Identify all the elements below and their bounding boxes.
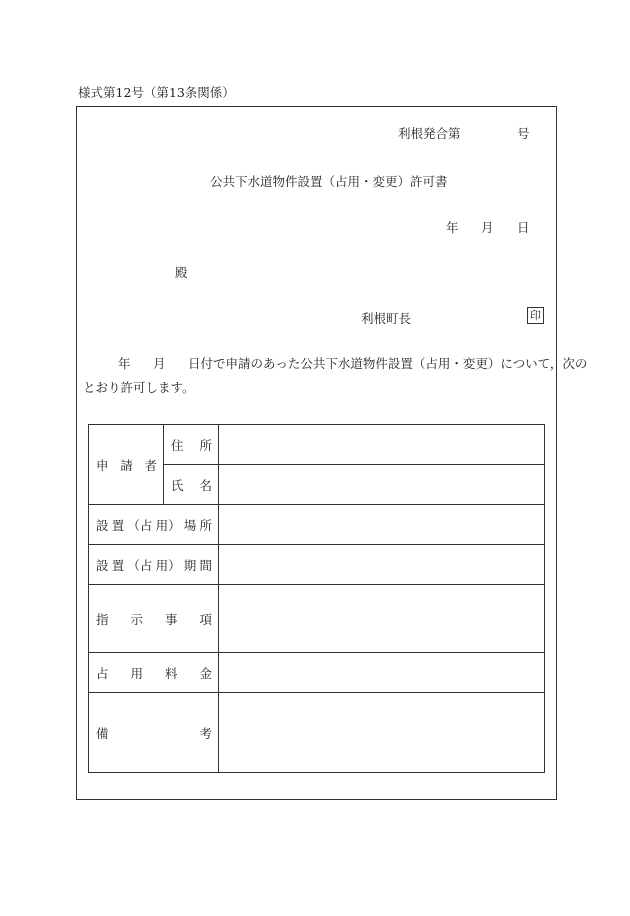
location-value-cell[interactable] — [219, 505, 545, 545]
body-line-1: 日付で申請のあった公共下水道物件設置（占用・変更）について，次の — [188, 356, 588, 371]
period-char-4: 用） — [155, 557, 181, 573]
applicant-char-1: 申 — [96, 457, 109, 473]
location-label-cell — [89, 505, 219, 545]
fee-char-1: 占 — [96, 665, 109, 681]
instructions-char-1: 指 — [96, 611, 109, 627]
date-day: 日 — [517, 220, 530, 235]
date-year: 年 — [446, 220, 459, 235]
document-title: 公共下水道物件設置（占用・変更）許可書 — [210, 174, 448, 189]
applicant-char-2: 請 — [120, 457, 133, 473]
location-label — [96, 516, 212, 534]
instructions-value-cell[interactable] — [219, 585, 545, 653]
addressee-suffix: 殿 — [175, 265, 188, 280]
location-char-1: 設 — [96, 517, 109, 533]
applicant-label-cell — [89, 425, 164, 505]
period-char-2: 置 — [111, 557, 125, 573]
remarks-label — [96, 724, 212, 742]
location-char-5: 場 — [183, 517, 197, 533]
document-number-suffix: 号 — [517, 126, 530, 141]
name-char-1: 氏 — [171, 477, 184, 493]
location-char-3: （占 — [127, 517, 153, 533]
name-label-cell — [164, 465, 219, 505]
period-value-cell[interactable] — [219, 545, 545, 585]
fee-label — [96, 664, 212, 682]
period-char-3: （占 — [127, 557, 153, 573]
address-value-cell[interactable] — [219, 425, 545, 465]
name-label — [171, 476, 212, 494]
fee-label-cell — [89, 653, 219, 693]
period-char-6: 間 — [199, 557, 212, 573]
location-char-6: 所 — [199, 517, 212, 533]
body-year: 年 — [118, 356, 131, 371]
address-label — [171, 436, 212, 454]
document-number-prefix: 利根発合第 — [398, 126, 461, 141]
remarks-value-cell[interactable] — [219, 693, 545, 773]
name-value-cell[interactable] — [219, 465, 545, 505]
fee-value-cell[interactable] — [219, 653, 545, 693]
period-char-1: 設 — [96, 557, 109, 573]
remarks-char-1: 備 — [96, 725, 109, 741]
period-label-cell — [89, 545, 219, 585]
remarks-char-2: 考 — [199, 725, 212, 741]
instructions-label — [96, 610, 212, 628]
fee-char-3: 料 — [164, 665, 178, 681]
fee-char-4: 金 — [199, 665, 212, 681]
applicant-label — [96, 456, 157, 474]
body-month: 月 — [153, 356, 166, 371]
seal-mark: 印 — [527, 307, 544, 324]
location-char-4: 用） — [155, 517, 181, 533]
address-char-1: 住 — [171, 437, 184, 453]
remarks-label-cell — [89, 693, 219, 773]
location-char-2: 置 — [111, 517, 125, 533]
instructions-char-4: 項 — [199, 611, 212, 627]
issuer-name: 利根町長 — [361, 311, 412, 326]
address-char-2: 所 — [199, 437, 212, 453]
instructions-char-3: 事 — [164, 611, 178, 627]
fee-char-2: 用 — [130, 665, 143, 681]
instructions-label-cell — [89, 585, 219, 653]
period-char-5: 期 — [183, 557, 197, 573]
form-number-label: 様式第12号（第13条関係） — [78, 85, 235, 100]
name-char-2: 名 — [199, 477, 212, 493]
permit-details-table — [88, 424, 545, 773]
address-label-cell — [164, 425, 219, 465]
applicant-char-3: 者 — [144, 457, 157, 473]
instructions-char-2: 示 — [130, 611, 143, 627]
period-label — [96, 556, 212, 574]
body-line-2: とおり許可します。 — [83, 380, 195, 395]
date-month: 月 — [481, 220, 494, 235]
